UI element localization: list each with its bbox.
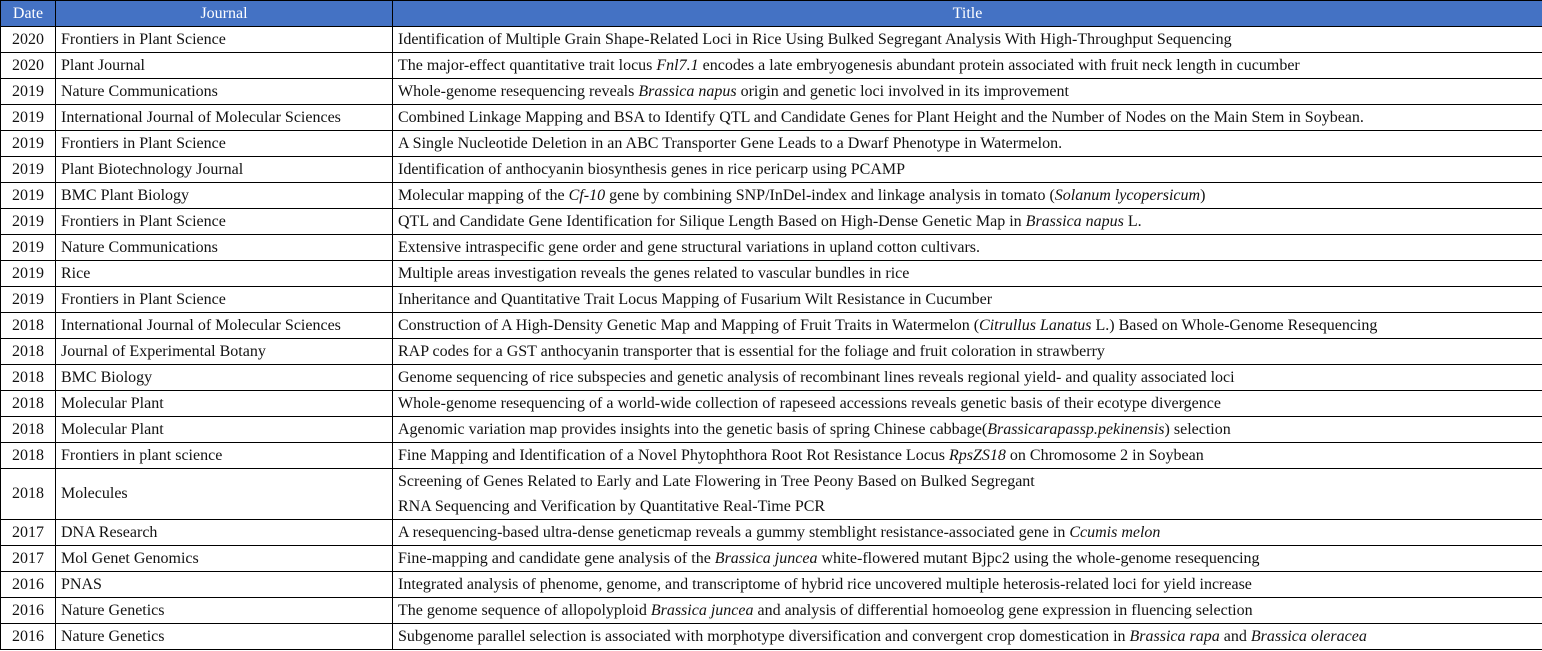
date-cell: 2019: [1, 105, 56, 131]
title-line: [398, 105, 1537, 130]
title-line: [398, 391, 1537, 416]
table-row: [1, 157, 1542, 183]
journal-cell: Molecular Plant: [56, 417, 393, 443]
table-row: [1, 131, 1542, 157]
title-cell: [393, 53, 1542, 79]
table-row: [1, 183, 1542, 209]
title-text: and analysis of differential homoeolog gene expression in fluencing selection: [753, 602, 1253, 619]
title-cell: [393, 469, 1542, 520]
journal-cell: Plant Journal: [56, 53, 393, 79]
title-cell: [393, 287, 1542, 313]
title-line: [398, 157, 1537, 182]
table-row: [1, 53, 1542, 79]
journal-cell: Mol Genet Genomics: [56, 546, 393, 572]
date-cell: 2019: [1, 79, 56, 105]
date-cell: 2018: [1, 339, 56, 365]
date-cell: 2018: [1, 417, 56, 443]
title-cell: [393, 209, 1542, 235]
journal-cell: Molecules: [56, 469, 393, 520]
italic-gene-or-species-name: RpsZS18: [949, 447, 1006, 464]
title-line: [398, 443, 1537, 468]
table-row: [1, 261, 1542, 287]
italic-gene-or-species-name: Brassicarapassp.pekinensis: [987, 421, 1165, 438]
journal-cell: Frontiers in Plant Science: [56, 209, 393, 235]
date-cell: 2018: [1, 365, 56, 391]
journal-cell: International Journal of Molecular Sciences: [56, 313, 393, 339]
date-cell: 2019: [1, 131, 56, 157]
table-row: [1, 469, 1542, 520]
title-text: A Single Nucleotide Deletion in an ABC Transporter Gene Leads to a Dwarf Phenotype in Watermelon.: [398, 135, 1063, 152]
italic-gene-or-species-name: Solanum lycopersicum: [1054, 187, 1201, 204]
title-text: Inheritance and Quantitative Trait Locus Mapping of Fusarium Wilt Resistance in Cucumber: [398, 291, 993, 308]
title-text: Combined Linkage Mapping and BSA to Identify QTL and Candidate Genes for Plant Height and the Number of Nodes on the Main Stem in Soybean.: [398, 109, 1364, 126]
table-row: [1, 339, 1542, 365]
table-row: [1, 417, 1542, 443]
journal-cell: Rice: [56, 261, 393, 287]
column-header-journal: Journal: [56, 1, 393, 27]
date-cell: 2019: [1, 183, 56, 209]
title-text: ): [1200, 187, 1206, 204]
journal-cell: Molecular Plant: [56, 391, 393, 417]
date-cell: 2019: [1, 157, 56, 183]
table-row: [1, 572, 1542, 598]
date-cell: 2017: [1, 520, 56, 546]
title-cell: [393, 183, 1542, 209]
table-row: [1, 287, 1542, 313]
table-row: [1, 105, 1542, 131]
journal-cell: PNAS: [56, 572, 393, 598]
column-header-title: Title: [393, 1, 1542, 27]
table-row: [1, 391, 1542, 417]
table-row: [1, 313, 1542, 339]
table-row: [1, 598, 1542, 624]
date-cell: 2017: [1, 546, 56, 572]
title-text: on Chromosome 2 in Soybean: [1005, 447, 1204, 464]
title-line: [398, 209, 1537, 234]
title-cell: [393, 417, 1542, 443]
title-line: [398, 79, 1537, 104]
table-row: [1, 624, 1542, 650]
italic-gene-or-species-name: Brassica oleracea: [1250, 628, 1367, 645]
title-text: Genome sequencing of rice subspecies and genetic analysis of recombinant lines reveals regional yield- and quality associated loci: [398, 369, 1235, 386]
date-cell: 2019: [1, 235, 56, 261]
title-cell: [393, 443, 1542, 469]
journal-cell: Nature Communications: [56, 79, 393, 105]
italic-gene-or-species-name: Brassica napus: [1025, 213, 1124, 230]
title-line: [398, 27, 1537, 52]
title-text: Fine-mapping and candidate gene analysis of the: [398, 550, 715, 567]
title-line: [398, 131, 1537, 156]
journal-cell: Nature Communications: [56, 235, 393, 261]
date-cell: 2019: [1, 261, 56, 287]
header-row: [1, 1, 1542, 27]
title-text: Screening of Genes Related to Early and Late Flowering in Tree Peony Based on Bulked Segregant: [398, 473, 1035, 490]
title-line: [398, 598, 1537, 623]
journal-cell: Frontiers in plant science: [56, 443, 393, 469]
date-cell: 2018: [1, 313, 56, 339]
title-text: Agenomic variation map provides insights into the genetic basis of spring Chinese cabbage(: [398, 421, 988, 438]
journal-cell: BMC Plant Biology: [56, 183, 393, 209]
table-row: [1, 235, 1542, 261]
italic-gene-or-species-name: Brassica juncea: [650, 602, 754, 619]
title-cell: [393, 313, 1542, 339]
title-text: Fine Mapping and Identification of a Novel Phytophthora Root Rot Resistance Locus: [398, 447, 950, 464]
date-cell: 2016: [1, 598, 56, 624]
title-text: ) selection: [1164, 421, 1231, 438]
title-line: [398, 313, 1537, 338]
italic-gene-or-species-name: Brassica rapa: [1129, 628, 1220, 645]
date-cell: 2016: [1, 572, 56, 598]
title-line: [398, 469, 1537, 494]
title-cell: [393, 27, 1542, 53]
title-text: Molecular mapping of the: [398, 187, 569, 204]
title-cell: [393, 157, 1542, 183]
title-cell: [393, 520, 1542, 546]
italic-gene-or-species-name: Citrullus Lanatus: [979, 317, 1092, 334]
title-line: [398, 624, 1537, 649]
date-cell: 2019: [1, 209, 56, 235]
title-line: [398, 572, 1537, 597]
title-line: [398, 365, 1537, 390]
table-row: [1, 365, 1542, 391]
title-line: [398, 261, 1537, 286]
table-body: [1, 27, 1542, 650]
journal-cell: Frontiers in Plant Science: [56, 287, 393, 313]
title-text: Whole-genome resequencing reveals: [398, 83, 639, 100]
title-cell: [393, 391, 1542, 417]
date-cell: 2016: [1, 624, 56, 650]
title-cell: [393, 261, 1542, 287]
title-line: [398, 183, 1537, 208]
title-line: [398, 235, 1537, 260]
title-cell: [393, 131, 1542, 157]
italic-gene-or-species-name: Brassica juncea: [714, 550, 818, 567]
title-text: Multiple areas investigation reveals the genes related to vascular bundles in rice: [398, 265, 910, 282]
table-row: [1, 520, 1542, 546]
title-text: Identification of Multiple Grain Shape-Related Loci in Rice Using Bulked Segregant Analysis With High-Throughput Sequencing: [398, 31, 1232, 48]
journal-cell: Frontiers in Plant Science: [56, 27, 393, 53]
italic-gene-or-species-name: Brassica napus: [638, 83, 737, 100]
title-cell: [393, 624, 1542, 650]
title-text: and: [1219, 628, 1251, 645]
date-cell: 2020: [1, 27, 56, 53]
title-line: [398, 287, 1537, 312]
table-row: [1, 79, 1542, 105]
italic-gene-or-species-name: Cf-10: [568, 187, 606, 204]
title-text: Whole-genome resequencing of a world-wide collection of rapeseed accessions reveals genetic basis of their ecotype divergence: [398, 395, 1221, 412]
italic-gene-or-species-name: Ccumis melon: [1069, 524, 1161, 541]
title-cell: [393, 546, 1542, 572]
title-cell: [393, 79, 1542, 105]
date-cell: 2018: [1, 391, 56, 417]
title-line: [398, 339, 1537, 364]
date-cell: 2019: [1, 287, 56, 313]
date-cell: 2018: [1, 443, 56, 469]
title-text: The genome sequence of allopolyploid: [398, 602, 651, 619]
journal-cell: BMC Biology: [56, 365, 393, 391]
date-cell: 2018: [1, 469, 56, 520]
title-text: A resequencing-based ultra-dense geneticmap reveals a gummy stemblight resistance-associated gene in: [398, 524, 1070, 541]
title-cell: [393, 105, 1542, 131]
journal-cell: Nature Genetics: [56, 624, 393, 650]
title-text: L.) Based on Whole-Genome Resequencing: [1091, 317, 1378, 334]
title-text: origin and genetic loci involved in its improvement: [736, 83, 1069, 100]
title-cell: [393, 339, 1542, 365]
journal-cell: Nature Genetics: [56, 598, 393, 624]
title-line: [398, 53, 1537, 78]
title-text: Identification of anthocyanin biosynthesis genes in rice pericarp using PCAMP: [398, 161, 906, 178]
title-text: RNA Sequencing and Verification by Quantitative Real-Time PCR: [398, 498, 826, 515]
title-cell: [393, 598, 1542, 624]
table-row: [1, 443, 1542, 469]
title-text: Construction of A High-Density Genetic Map and Mapping of Fruit Traits in Watermelon (: [398, 317, 980, 334]
title-text: Subgenome parallel selection is associated with morphotype diversification and convergent crop domestication in: [398, 628, 1130, 645]
journal-cell: International Journal of Molecular Sciences: [56, 105, 393, 131]
title-text: Extensive intraspecific gene order and gene structural variations in upland cotton cultivars.: [398, 239, 981, 256]
title-line: [398, 494, 1537, 519]
italic-gene-or-species-name: Fnl7.1: [656, 57, 699, 74]
title-text: gene by combining SNP/InDel-index and linkage analysis in tomato (: [605, 187, 1055, 204]
title-line: [398, 546, 1537, 571]
date-cell: 2020: [1, 53, 56, 79]
title-cell: [393, 235, 1542, 261]
journal-cell: Frontiers in Plant Science: [56, 131, 393, 157]
title-text: encodes a late embryogenesis abundant protein associated with fruit neck length in cucumber: [698, 57, 1300, 74]
title-text: The major-effect quantitative trait locus: [398, 57, 657, 74]
journal-cell: Plant Biotechnology Journal: [56, 157, 393, 183]
column-header-date: Date: [1, 1, 56, 27]
title-cell: [393, 572, 1542, 598]
journal-cell: Journal of Experimental Botany: [56, 339, 393, 365]
title-line: [398, 417, 1537, 442]
title-text: Integrated analysis of phenome, genome, and transcriptome of hybrid rice uncovered multiple heterosis-related loci for yield increase: [398, 576, 1252, 593]
title-text: L.: [1123, 213, 1142, 230]
title-text: RAP codes for a GST anthocyanin transporter that is essential for the foliage and fruit coloration in strawberry: [398, 343, 1105, 360]
table-row: [1, 546, 1542, 572]
table-row: [1, 209, 1542, 235]
table-row: [1, 27, 1542, 53]
title-cell: [393, 365, 1542, 391]
journal-cell: DNA Research: [56, 520, 393, 546]
title-text: QTL and Candidate Gene Identification for Silique Length Based on High-Dense Genetic Map in: [398, 213, 1026, 230]
title-line: [398, 520, 1537, 545]
title-text: white-flowered mutant Bjpc2 using the whole-genome resequencing: [817, 550, 1260, 567]
